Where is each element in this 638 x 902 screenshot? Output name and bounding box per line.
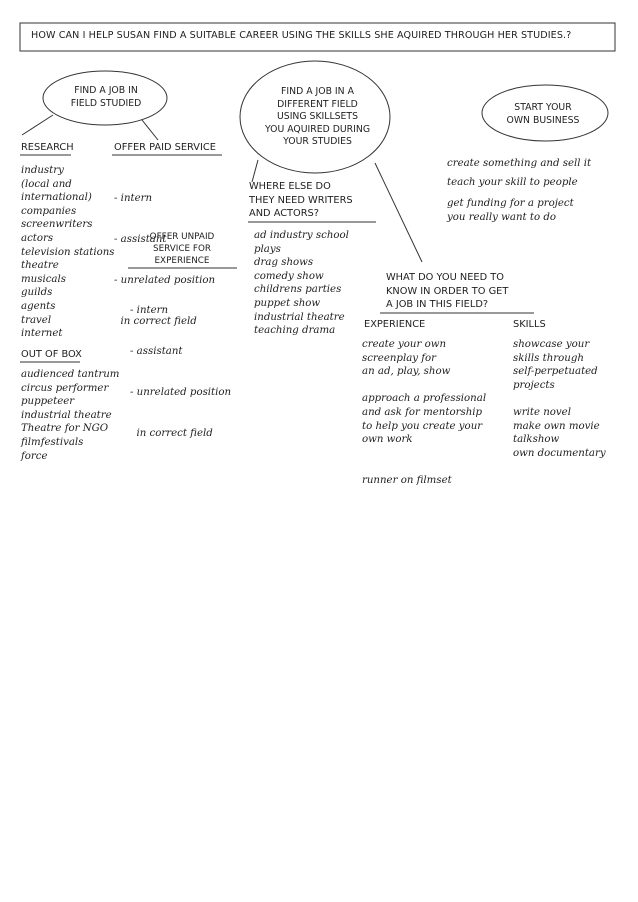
list-item: internet — [21, 328, 63, 340]
list-item: force — [21, 450, 48, 462]
skills-heading: SKILLS — [513, 319, 546, 330]
business-list — [447, 155, 591, 223]
node-line: FIND A JOB IN — [74, 85, 138, 96]
list-item: drag shows — [254, 257, 314, 269]
list-item: actors — [21, 232, 54, 244]
heading-line: SERVICE FOR — [153, 244, 211, 254]
node-field-studied — [52, 85, 160, 110]
list-item — [362, 379, 486, 393]
list-item: international) — [21, 192, 92, 204]
list-item: make own movie — [513, 420, 600, 432]
list-item: in correct field — [114, 315, 197, 327]
list-item: comedy show — [254, 270, 324, 282]
list-item: approach a professional — [362, 393, 487, 405]
research-heading: RESEARCH — [21, 142, 74, 153]
list-item: puppeteer — [21, 396, 75, 408]
list-item: industrial theatre — [254, 311, 345, 323]
heading-line: AND ACTORS? — [249, 208, 319, 219]
heading-line: WHAT DO YOU NEED TO — [386, 272, 504, 283]
list-item: in correct field — [130, 427, 213, 439]
heading-line: KNOW IN ORDER TO GET — [386, 285, 509, 297]
writers-heading — [249, 180, 353, 221]
experience-heading: EXPERIENCE — [364, 319, 426, 330]
list-item: childrens parties — [254, 284, 342, 296]
list-item: television stations — [21, 246, 115, 258]
list-item — [513, 392, 606, 406]
list-item: create your own — [362, 339, 447, 350]
list-item: - intern — [130, 305, 169, 317]
list-item: - unrelated position — [130, 386, 232, 398]
list-item: audienced tantrum — [21, 369, 120, 380]
list-item: agents — [21, 300, 56, 312]
connector-writers — [252, 160, 258, 182]
node-line: DIFFERENT FIELD — [277, 98, 358, 110]
skills-list — [513, 338, 606, 460]
node-own-business — [488, 102, 598, 127]
list-item: teach your skill to people — [447, 177, 578, 188]
list-item: circus performer — [21, 382, 109, 394]
connector-paid — [142, 120, 158, 140]
list-item: create something and sell it — [447, 158, 592, 169]
list-item: screenplay for — [362, 352, 437, 364]
list-item: - assistant — [130, 345, 183, 357]
need-heading — [386, 271, 508, 312]
list-item: travel — [21, 314, 52, 326]
outofbox-list — [21, 368, 119, 463]
heading-line: THEY NEED WRITERS — [249, 194, 353, 206]
connector-need — [375, 163, 422, 262]
node-line: USING SKILLSETS — [276, 111, 359, 122]
list-item — [362, 447, 486, 461]
paid-heading: OFFER PAID SERVICE — [114, 142, 216, 153]
heading-line: OFFER UNPAID — [149, 232, 215, 242]
node-line: FIND A JOB IN A — [281, 86, 354, 97]
list-item: get funding for a project — [447, 198, 574, 209]
list-item: - intern — [114, 193, 153, 205]
unpaid-heading — [130, 231, 234, 267]
list-item: ad industry school — [254, 230, 349, 241]
writers-list — [254, 229, 349, 338]
node-line: START YOUR — [514, 102, 572, 113]
list-item: projects — [513, 379, 555, 391]
list-item: filmfestivals — [21, 436, 84, 448]
list-item: plays — [254, 243, 281, 255]
list-item: theatre — [21, 260, 59, 272]
node-line: YOUR STUDIES — [283, 136, 352, 147]
list-item: - assistant — [114, 233, 167, 245]
list-item: industry — [21, 165, 64, 176]
heading-line: EXPERIENCE — [154, 256, 210, 266]
experience-list — [362, 338, 486, 488]
list-item: self-perpetuated — [513, 366, 598, 378]
list-item: an ad, play, show — [362, 366, 451, 378]
outofbox-heading: OUT OF BOX — [21, 349, 82, 360]
node-line: YOU AQUIRED DURING — [264, 123, 371, 135]
list-item: puppet show — [254, 297, 321, 309]
list-item: you really want to do — [447, 212, 556, 223]
node-line: OWN BUSINESS — [506, 114, 580, 126]
list-item: - unrelated position — [114, 274, 216, 286]
unpaid-list — [130, 277, 231, 467]
page-title: HOW CAN I HELP SUSAN FIND A SUITABLE CAREER USING THE SKILLS SHE AQUIRED THROUGH HER STUDIES.? — [31, 30, 572, 41]
list-item: teaching drama — [254, 325, 336, 337]
list-item: companies — [21, 205, 77, 217]
list-item: talkshow — [513, 434, 560, 446]
list-item: showcase your — [513, 339, 590, 350]
heading-line: WHERE ELSE DO — [249, 181, 331, 192]
list-item: own documentary — [513, 447, 606, 459]
list-item: Theatre for NGO — [21, 423, 109, 435]
list-item: (local and — [21, 178, 72, 190]
research-list — [21, 164, 115, 341]
list-item: and ask for mentorship — [362, 406, 483, 418]
list-item — [362, 460, 486, 474]
node-different-field — [255, 86, 380, 149]
connector-research — [22, 115, 53, 135]
node-line: FIELD STUDIED — [70, 97, 142, 109]
list-item: screenwriters — [21, 219, 93, 231]
list-item: musicals — [21, 273, 66, 285]
list-item: runner on filmset — [362, 474, 452, 486]
list-item: skills through — [513, 352, 584, 364]
list-item: write novel — [513, 406, 571, 418]
list-item: to help you create your — [362, 420, 483, 432]
heading-line: A JOB IN THIS FIELD? — [386, 299, 489, 310]
list-item: guilds — [21, 287, 53, 299]
list-item: industrial theatre — [21, 409, 112, 421]
list-item: own work — [362, 434, 413, 446]
